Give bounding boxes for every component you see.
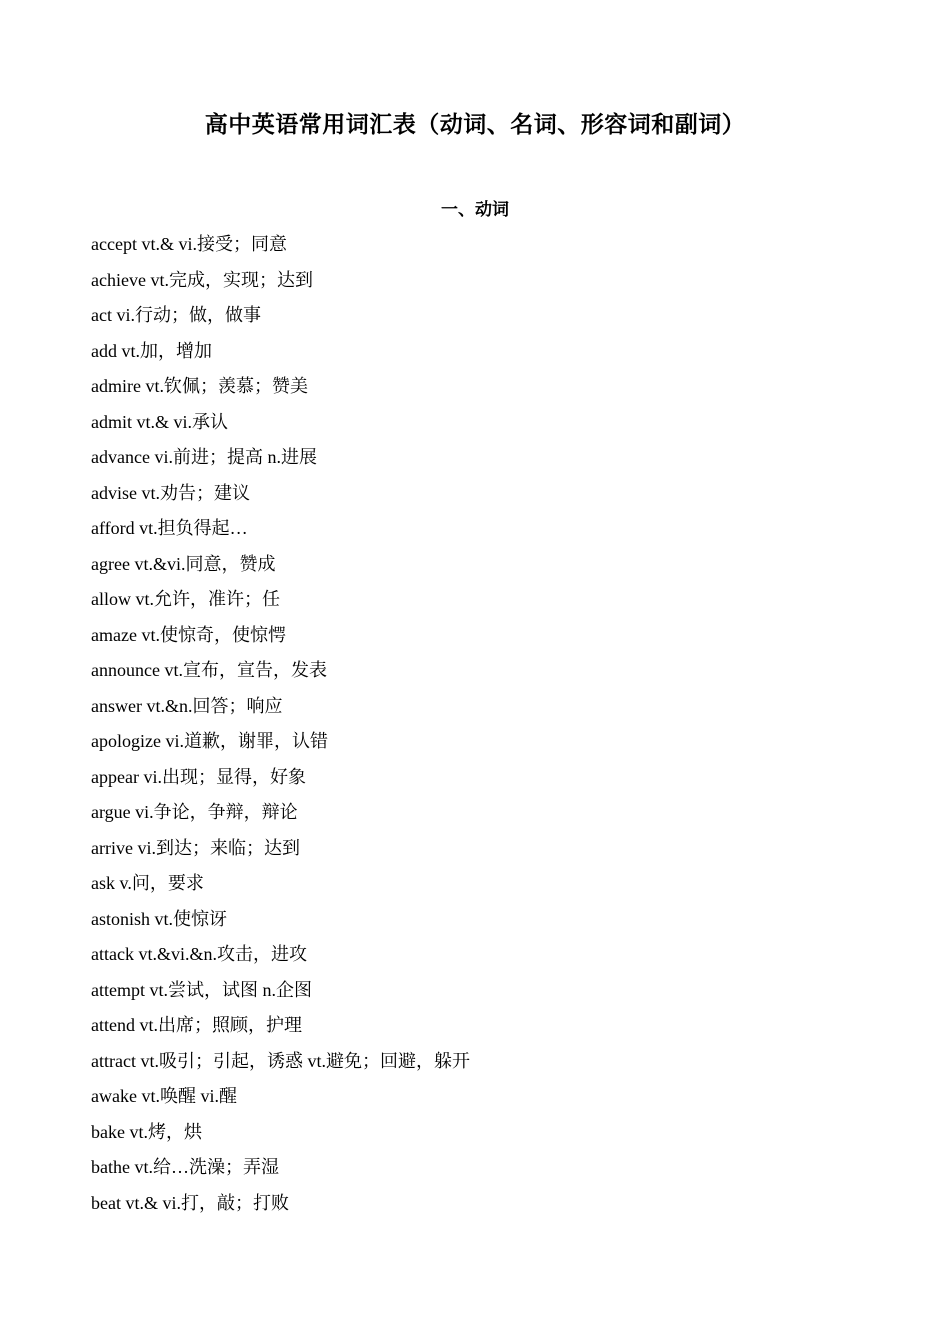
vocab-entry: announce vt.宣布，宣告，发表 <box>91 660 327 680</box>
vocab-entry: answer vt.&n.回答；响应 <box>91 695 283 716</box>
document-title: 高中英语常用词汇表（动词、名词、形容词和副词） <box>204 112 746 138</box>
vocab-entry: bake vt.烤，烘 <box>91 1121 202 1142</box>
verb-word-list <box>91 228 470 1222</box>
vocab-entry: ask v.问，要求 <box>91 873 204 893</box>
vocab-entry: act vi.行动；做，做事 <box>91 305 261 325</box>
section-heading-verbs: 一、动词 <box>441 200 509 220</box>
vocab-entry: achieve vt.完成，实现；达到 <box>91 269 313 290</box>
vocab-entry: admit vt.& vi.承认 <box>91 411 228 432</box>
vocab-entry: appear vi.出现；显得，好象 <box>91 766 306 787</box>
vocab-entry: accept vt.& vi.接受；同意 <box>91 234 287 254</box>
vocab-entry: afford vt.担负得起… <box>91 518 248 538</box>
vocab-entry: attempt vt.尝试，试图 n.企图 <box>91 979 312 1000</box>
vocab-entry: attract vt.吸引；引起，诱惑 vt.避免；回避，躲开 <box>91 1050 470 1071</box>
vocab-entry: beat vt.& vi.打，敲；打败 <box>91 1192 289 1213</box>
vocab-entry: bathe vt.给…洗澡；弄湿 <box>91 1157 279 1177</box>
vocab-entry: attend vt.出席；照顾，护理 <box>91 1015 302 1035</box>
vocab-entry: agree vt.&vi.同意，赞成 <box>91 553 276 574</box>
vocab-entry: add vt.加，增加 <box>91 340 212 361</box>
vocab-entry: awake vt.唤醒 vi.醒 <box>91 1086 237 1106</box>
vocab-entry: advance vi.前进；提高 n.进展 <box>91 447 317 467</box>
vocab-entry: attack vt.&vi.&n.攻击，进攻 <box>91 944 307 964</box>
vocab-entry: admire vt.钦佩；羡慕；赞美 <box>91 376 308 396</box>
vocab-entry: argue vi.争论，争辩，辩论 <box>91 802 298 822</box>
vocab-entry: astonish vt.使惊讶 <box>91 908 228 929</box>
vocab-entry: advise vt.劝告；建议 <box>91 482 250 503</box>
vocab-entry: arrive vi.到达；来临；达到 <box>91 837 300 858</box>
vocab-entry: apologize vi.道歉，谢罪，认错 <box>91 731 328 751</box>
vocab-entry: allow vt.允许，准许；任 <box>91 589 280 609</box>
vocab-entry: amaze vt.使惊奇，使惊愕 <box>91 624 286 645</box>
